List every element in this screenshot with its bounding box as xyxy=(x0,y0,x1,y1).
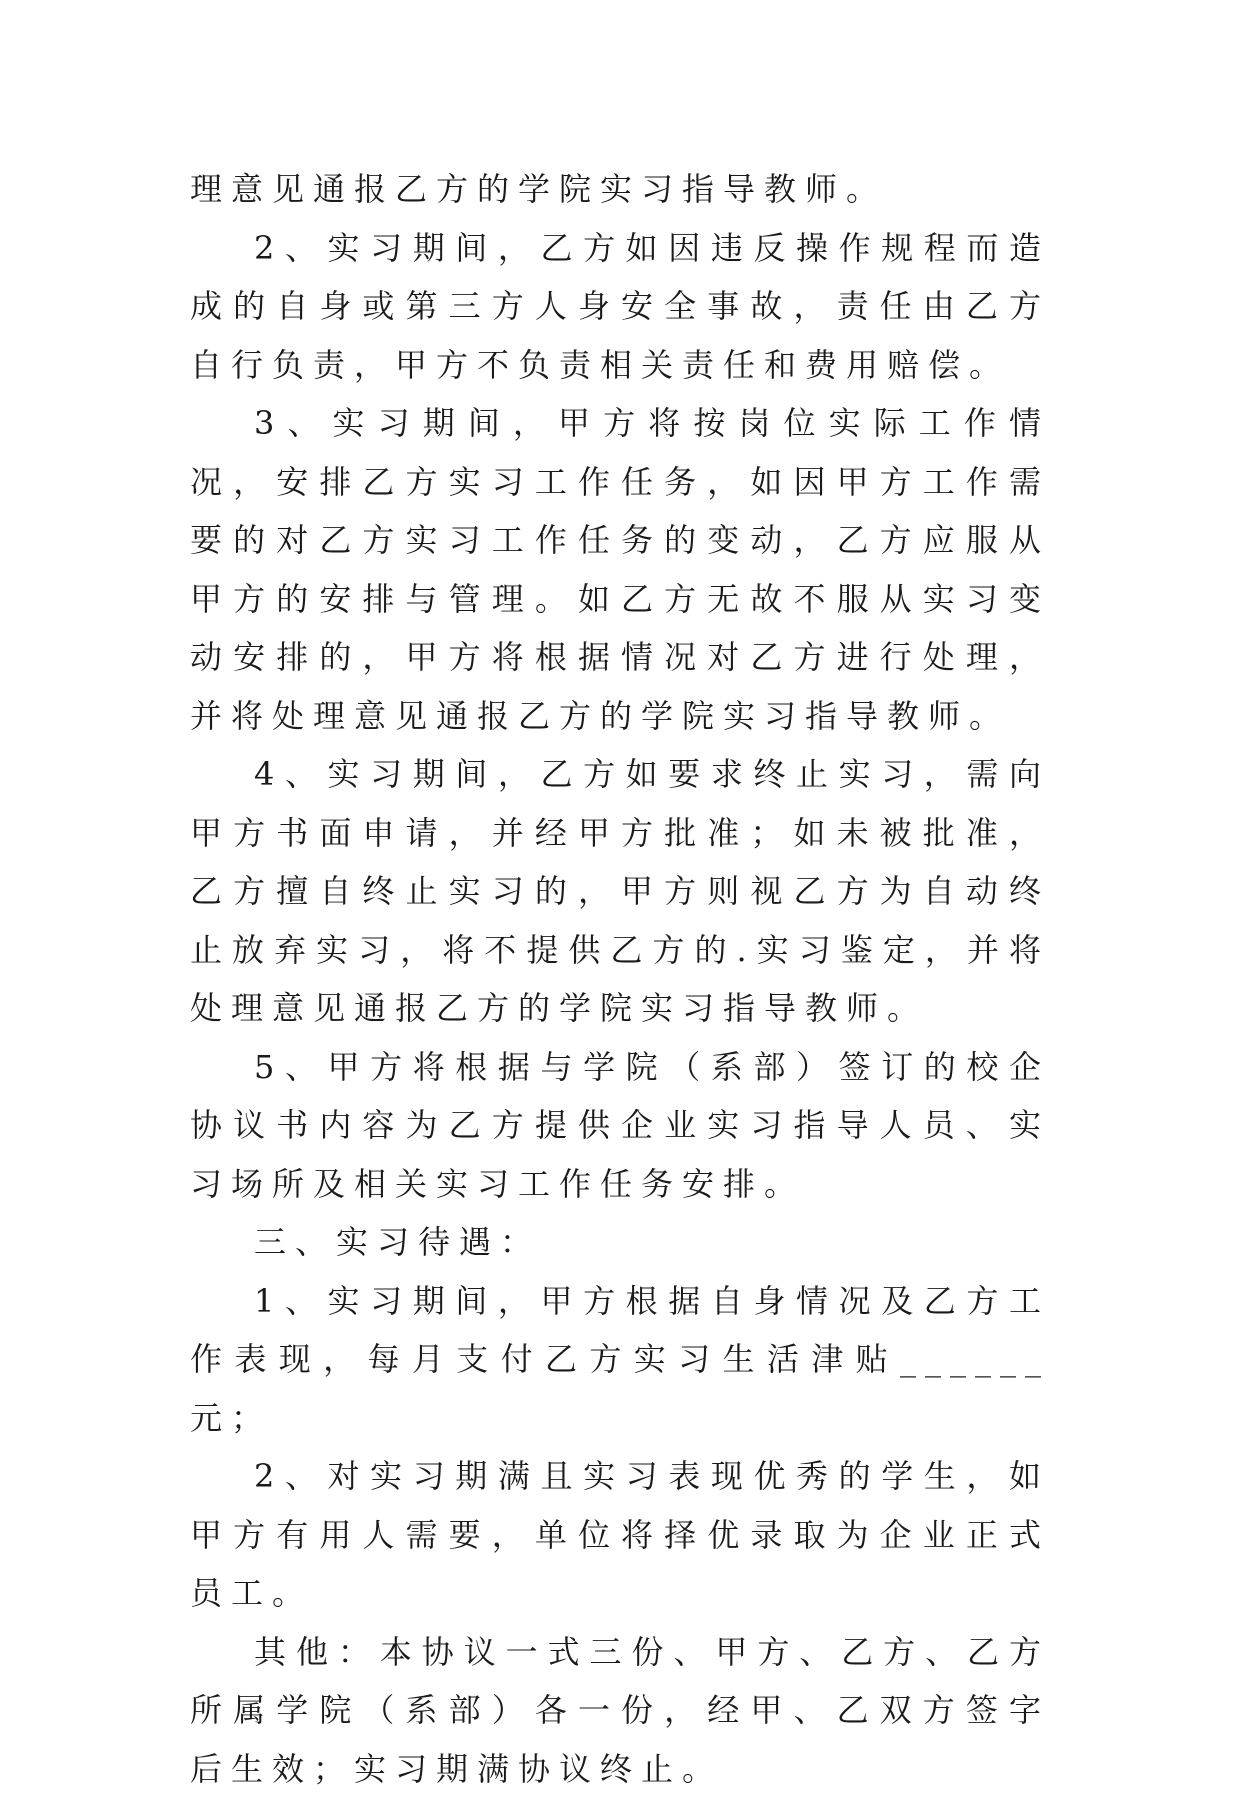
paragraph-benefit-2: 2、对实习期满且实习表现优秀的学生，如甲方有用人需要，单位将择优录取为企业正式员工。 xyxy=(190,1447,1050,1623)
paragraph-clause-5: 5、甲方将根据与学院（系部）签订的校企协议书内容为乙方提供企业实习指导人员、实习场所及相关实习工作任务安排。 xyxy=(190,1038,1050,1214)
paragraph-other-terms: 其他：本协议一式三份、甲方、乙方、乙方所属学院（系部）各一份，经甲、乙双方签字后生效；实习期满协议终止。 xyxy=(190,1623,1050,1798)
section-heading-internship-benefits: 三、实习待遇： xyxy=(190,1213,1050,1272)
paragraph-clause-4: 4、实习期间，乙方如要求终止实习，需向甲方书面申请，并经甲方批准；如未被批准，乙方擅自终止实习的，甲方则视乙方为自动终止放弃实习，将不提供乙方的.实习鉴定，并将处理意见通报乙方的学院实习指导教师。 xyxy=(190,745,1050,1038)
paragraph-benefit-1: 1、实习期间，甲方根据自身情况及乙方工作表现，每月支付乙方实习生活津贴______元； xyxy=(190,1272,1050,1448)
paragraph-clause-3: 3、实习期间，甲方将按岗位实际工作情况，安排乙方实习工作任务，如因甲方工作需要的对乙方实习工作任务的变动，乙方应服从甲方的安排与管理。如乙方无故不服从实习变动安排的，甲方将根据情况对乙方进行处理，并将处理意见通报乙方的学院实习指导教师。 xyxy=(190,394,1050,745)
paragraph-continuation: 理意见通报乙方的学院实习指导教师。 xyxy=(190,160,1050,219)
paragraph-clause-2: 2、实习期间，乙方如因违反操作规程而造成的自身或第三方人身安全事故，责任由乙方自行负责，甲方不负责相关责任和费用赔偿。 xyxy=(190,219,1050,395)
document-body xyxy=(190,160,1050,1798)
